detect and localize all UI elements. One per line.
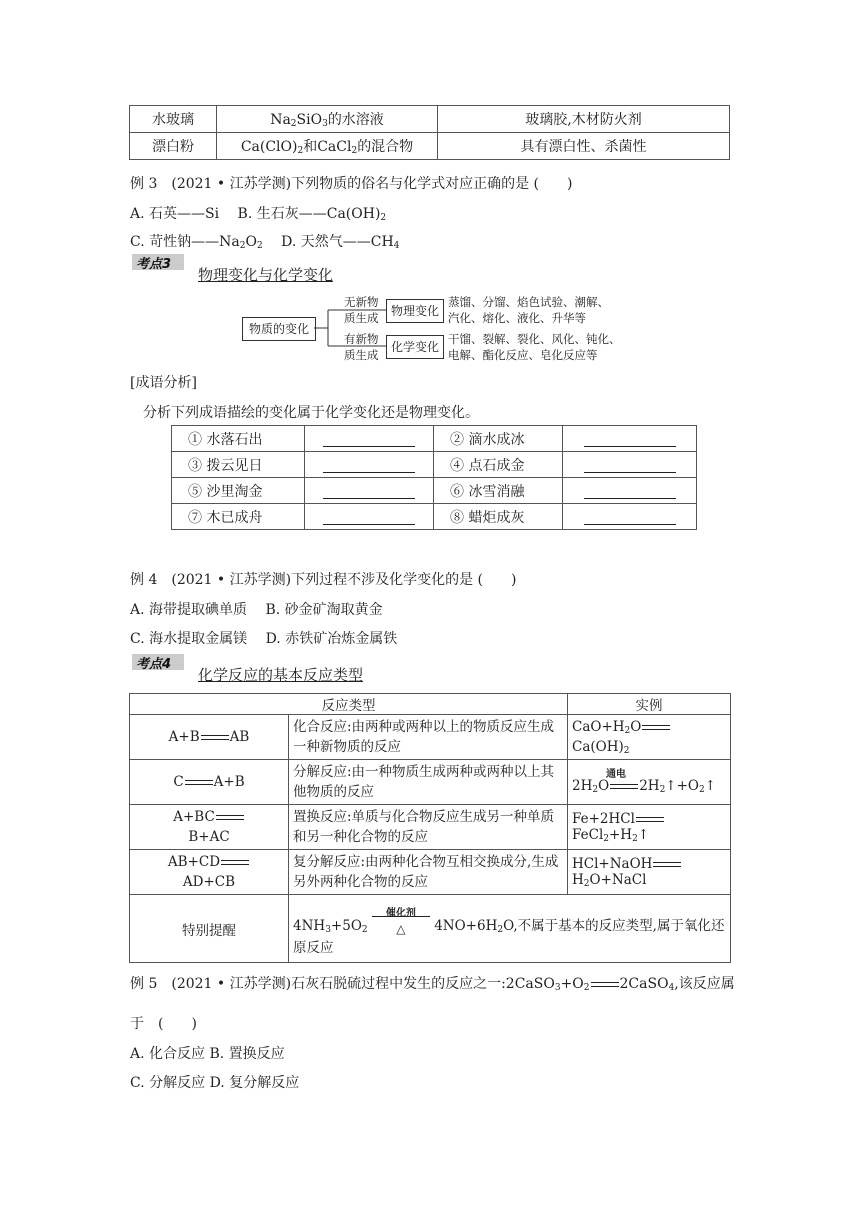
cell-formula: $Ca(ClO)_2$和CaCl$_2$的混合物 [217, 133, 438, 160]
branch-physical: 物理变化 [386, 299, 444, 323]
reaction-example: $CaO+H_2O$ $Ca(OH)_2$ [568, 715, 731, 760]
example-5-stem-cont: 于 ( ) [130, 1016, 197, 1032]
section-tag-icon [132, 654, 184, 670]
idiom-heading: [成语分析] [130, 375, 197, 391]
idiom-intro: 分析下列成语描绘的变化属于化学变化还是物理变化。 [143, 405, 479, 421]
branch1-examples: 蒸馏、分馏、焰色试验、潮解、 汽化、熔化、液化、升华等 [448, 295, 609, 325]
example-5-options-ab: A. 化合反应 B. 置换反应 [130, 1046, 285, 1062]
cell-use: 具有漂白性、杀菌性 [438, 133, 730, 160]
option-c: C. 苛性钠$——Na_2O_2$ [130, 234, 263, 251]
option-b: B. 砂金矿淘取黄金 [265, 602, 383, 618]
example-3-stem: 例 3 (2021 • 江苏学测)下列物质的俗名与化学式对应正确的是 ( ) [130, 176, 573, 192]
general-form: C A+B [130, 760, 289, 805]
answer-blank[interactable] [584, 456, 676, 473]
idiom-cell: ① 水落石出 [172, 426, 305, 452]
answer-blank[interactable] [323, 456, 415, 473]
idiom-cell: ② 滴水成冰 [434, 426, 563, 452]
example-3-options-cd [130, 231, 399, 251]
reaction-desc: 置换反应:单质与化合物反应生成另一种单质和另一种化合物的反应 [289, 805, 568, 850]
section-header-4 [132, 654, 452, 684]
branch1-condition: 无新物 质生成 [344, 295, 379, 325]
reaction-desc: 复分解反应:由两种化合物互相交换成分,生成另外两种化合物的反应 [289, 850, 568, 895]
section-header-3 [132, 254, 432, 284]
option-c: C. 海水提取金属镁 [130, 631, 248, 647]
general-form: A+BC B+AC [130, 805, 289, 850]
example-3-options-ab [130, 203, 386, 223]
idiom-cell: ⑥ 冰雪消融 [434, 478, 563, 504]
section-title: 物理变化与化学变化 [198, 266, 334, 284]
cell-formula: $Na_2SiO_3$的水溶液 [217, 106, 438, 133]
option-a: A. 海带提取碘单质 [130, 602, 248, 618]
option-d: D. 赤铁矿冶炼金属铁 [265, 631, 398, 647]
answer-blank[interactable] [584, 508, 676, 525]
idiom-cell: ⑦ 木已成舟 [172, 504, 305, 530]
section-title: 化学反应的基本反应类型 [198, 666, 364, 684]
branch-chemical: 化学变化 [386, 335, 444, 359]
reaction-example: $2H_2O$ $2H_2↑+O_2↑$ 通电 [568, 760, 731, 805]
reaction-example: HCl+NaOHH$_2$O+NaCl [568, 850, 731, 895]
svg-text:考点3: 考点3 [136, 257, 172, 270]
idiom-cell: ④ 点石成金 [434, 452, 563, 478]
idiom-table [171, 425, 697, 530]
example-4-stem: 例 4 (2021 • 江苏学测)下列过程不涉及化学变化的是 ( ) [130, 572, 517, 588]
example-4-options-ab [130, 599, 383, 619]
diagram-root: 物质的变化 [242, 317, 316, 341]
general-form: A+B AB [130, 715, 289, 760]
branch2-condition: 有新物 质生成 [344, 332, 379, 362]
idiom-cell: ⑤ 沙里淘金 [172, 478, 305, 504]
general-form: AB+CD AD+CB [130, 850, 289, 895]
idiom-cell: ⑧ 蜡炬成灰 [434, 504, 563, 530]
section-tag-icon [132, 254, 184, 270]
example-5-options-cd: C. 分解反应 D. 复分解反应 [130, 1075, 300, 1091]
answer-blank[interactable] [584, 482, 676, 499]
special-note-label: 特别提醒 [130, 895, 289, 963]
answer-blank[interactable] [323, 430, 415, 447]
branch2-examples: 干馏、裂解、裂化、风化、钝化、 电解、酯化反应、皂化反应等 [448, 332, 621, 362]
answer-blank[interactable] [323, 482, 415, 499]
example-4-options-cd [130, 628, 397, 648]
answer-blank[interactable] [323, 508, 415, 525]
substance-table [129, 105, 730, 160]
cell-name: 水玻璃 [130, 106, 217, 133]
cell-name: 漂白粉 [130, 133, 217, 160]
option-b: B. 生石灰$——Ca(OH)_2$ [237, 206, 387, 223]
option-a: A. 石英——Si [130, 206, 220, 222]
header-type: 反应类型 [130, 694, 568, 715]
answer-blank[interactable] [584, 430, 676, 447]
reaction-type-table [129, 693, 731, 963]
option-d: D. 天然气$——CH_4$ [281, 234, 400, 251]
idiom-cell: ③ 拨云见日 [172, 452, 305, 478]
reaction-example: $Fe+2HClFeCl_2+H_2↑$ [568, 805, 731, 850]
special-note: $4NH_3+5O_2$ 催化剂 △ $4NO+6H_2O$,不属于基本的反应类型,属于氧化还原反应 [289, 895, 731, 963]
example-5-stem: 例 5 (2021 • 江苏学测)石灰石脱硫过程中发生的反应之一$:2CaSO_3+O_2$ 2CaSO$_4$,该反应属 [130, 976, 735, 993]
cell-use: 玻璃胶,木材防火剂 [438, 106, 730, 133]
svg-text:考点4: 考点4 [136, 657, 172, 670]
reaction-desc: 化合反应:由两种或两种以上的物质反应生成一种新物质的反应 [289, 715, 568, 760]
reaction-desc: 分解反应:由一种物质生成两种或两种以上其他物质的反应 [289, 760, 568, 805]
header-example: 实例 [568, 694, 731, 715]
